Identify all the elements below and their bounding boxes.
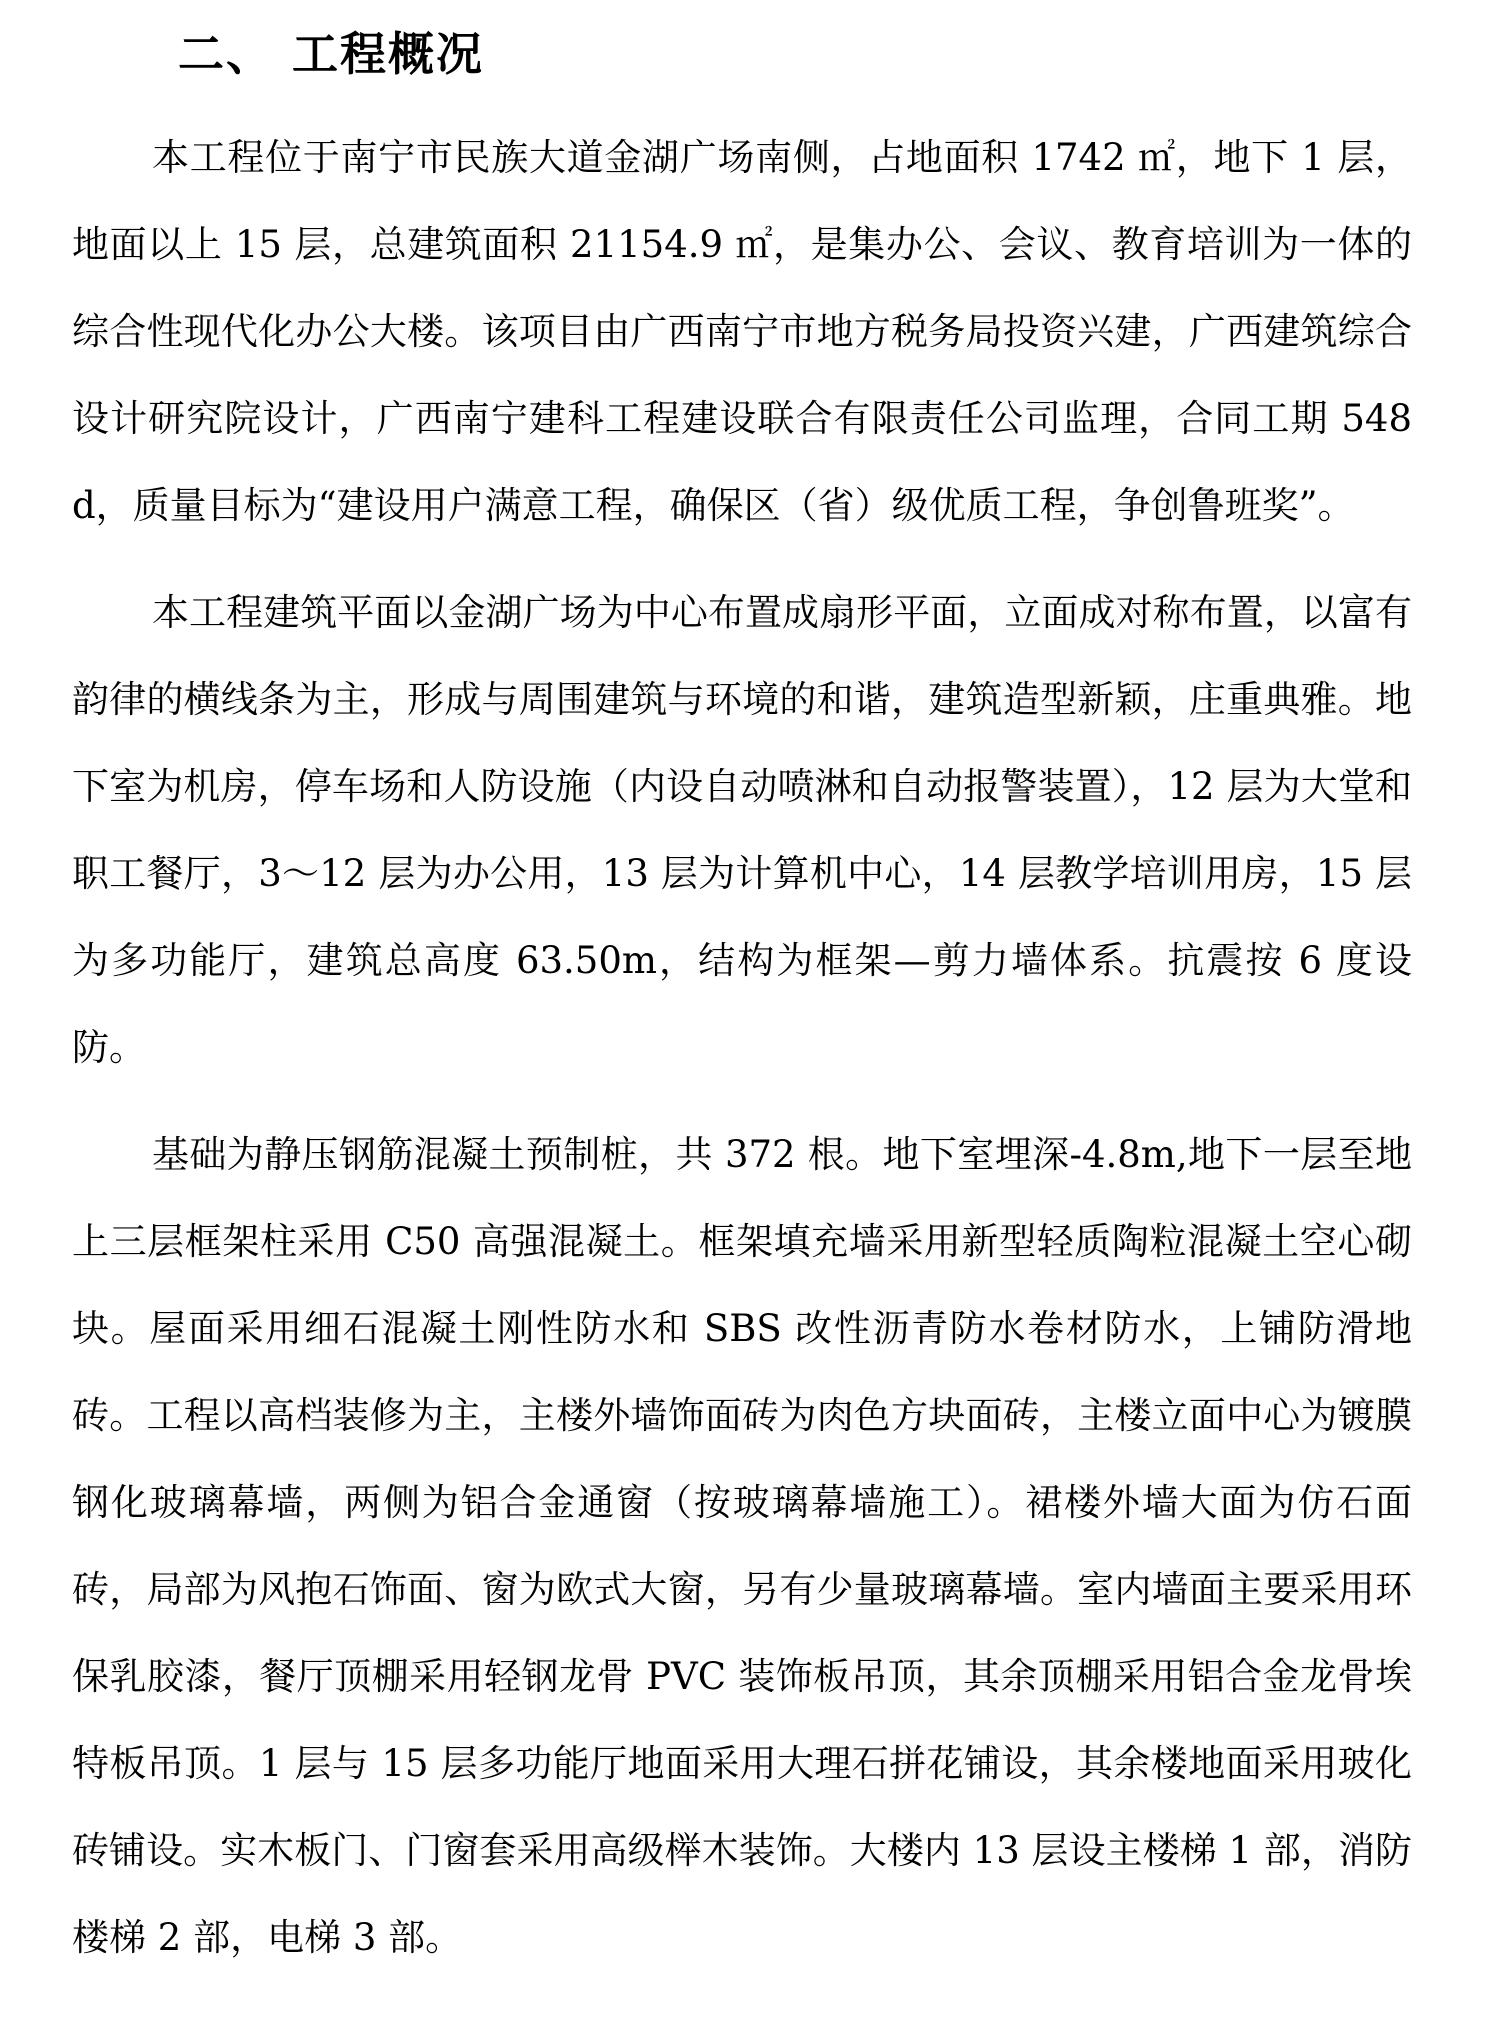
paragraph-structure-finishes: 基础为静压钢筋混凝土预制桩，共 372 根。地下室埋深-4.8m,地下一层至地上三层框架柱采用 C50 高强混凝土。框架填充墙采用新型轻质陶粒混凝土空心砌块。屋面采用细石混凝土刚性防水和 SBS 改性沥青防水卷材防水，上铺防滑地砖。工程以高档装修为主，主楼外墙饰面砖为肉色方块面砖，主楼立面中心为镀膜钢化玻璃幕墙，两侧为铝合金通窗（按玻璃幕墙施工）。裙楼外墙大面为仿石面砖，局部为风抱石饰面、窗为欧式大窗，另有少量玻璃幕墙。室内墙面主要采用环保乳胶漆，餐厅顶棚采用轻钢龙骨 PVC 装饰板吊顶，其余顶棚采用铝合金龙骨埃特板吊顶。1 层与 15 层多功能厅地面采用大理石拼花铺设，其余楼地面采用玻化砖铺设。实木板门、门窗套采用高级榉木装饰。大楼内 13 层设主楼梯 1 部，消防楼梯 2 部，电梯 3 部。 — [72, 1133, 1412, 1959]
section-heading: 二、 工程概况 — [178, 27, 485, 81]
document-page — [72, 22, 1412, 2001]
paragraph-project-overview: 本工程位于南宁市民族大道金湖广场南侧，占地面积 1742 ㎡，地下 1 层，地面以上 15 层，总建筑面积 21154.9 ㎡，是集办公、会议、教育培训为一体的综合性现代化办公大楼。该项目由广西南宁市地方税务局投资兴建，广西建筑综合设计研究院设计，广西南宁建科工程建设联合有限责任公司监理，合同工期 548d，质量目标为“建设用户满意工程，确保区（省）级优质工程，争创鲁班奖”。 — [72, 136, 1412, 527]
paragraph-architecture-layout: 本工程建筑平面以金湖广场为中心布置成扇形平面，立面成对称布置，以富有韵律的横线条为主，形成与周围建筑与环境的和谐，建筑造型新颖，庄重典雅。地下室为机房，停车场和人防设施（内设自动喷淋和自动报警装置），12 层为大堂和职工餐厅，3～12 层为办公用，13 层为计算机中心，14 层教学培训用房，15 层为多功能厅，建筑总高度 63.50m，结构为框架—剪力墙体系。抗震按 6 度设防。 — [72, 591, 1412, 1069]
